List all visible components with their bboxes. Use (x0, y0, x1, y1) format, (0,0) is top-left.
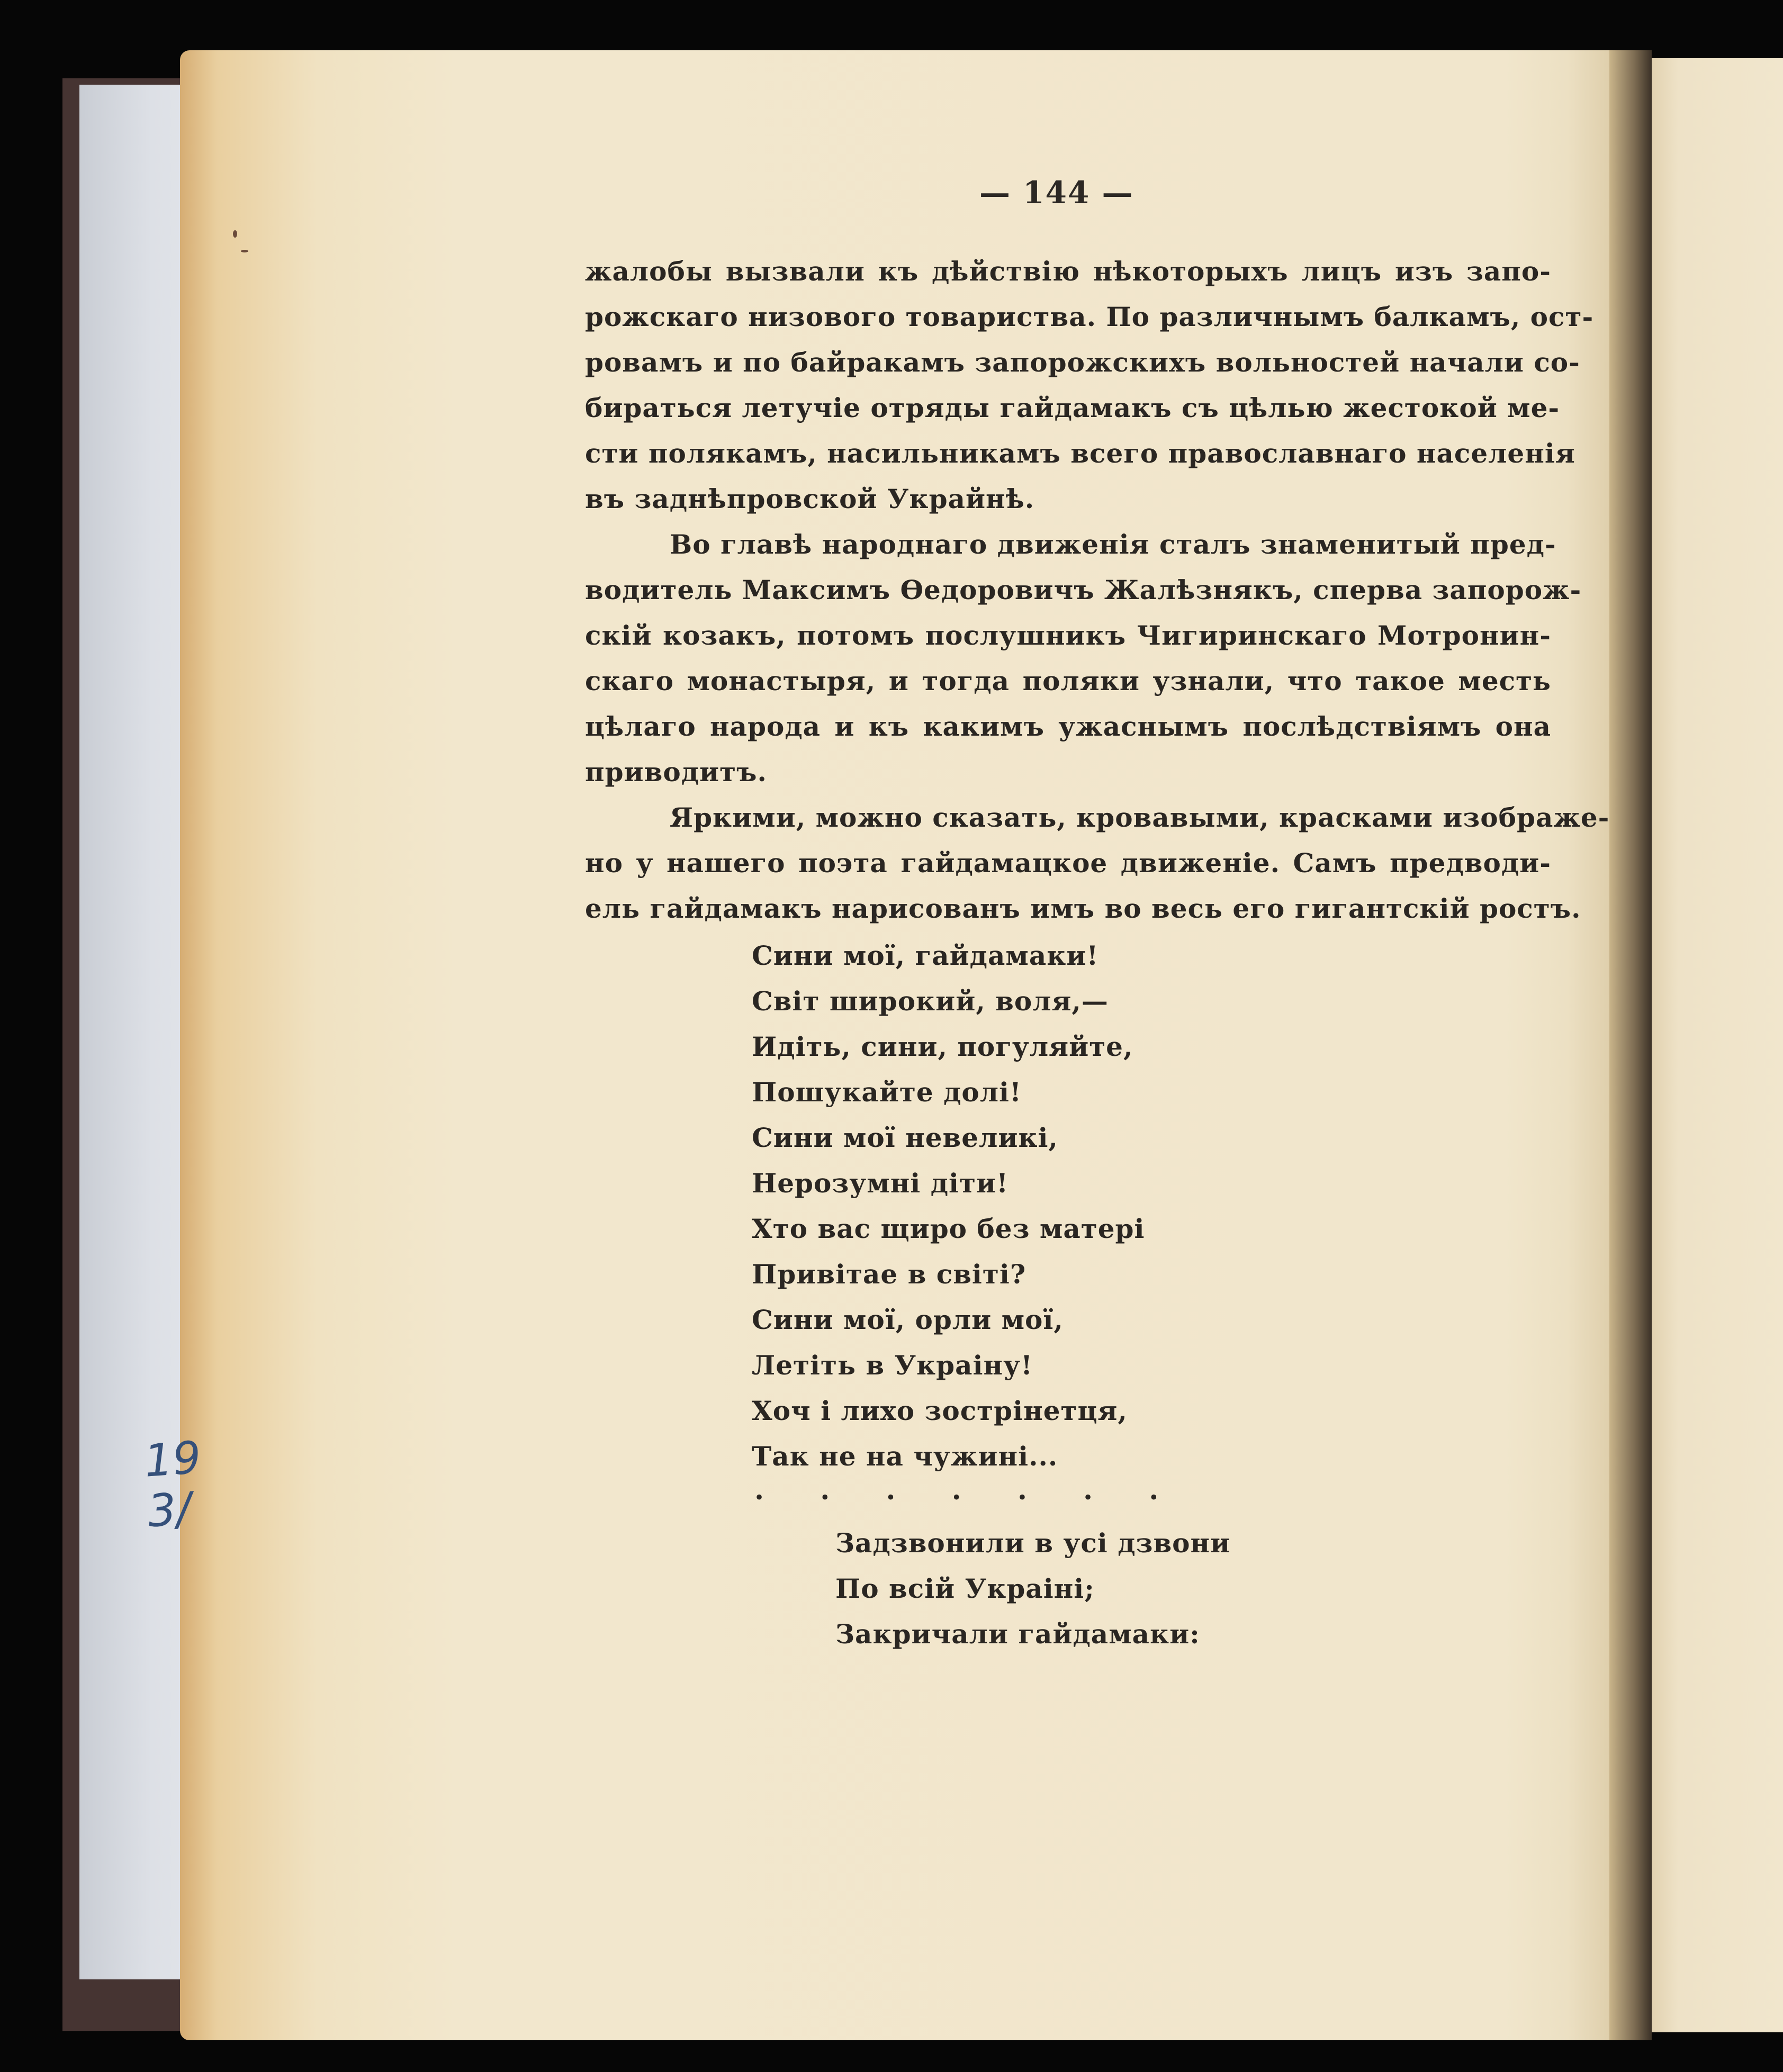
verse-line: Сини мої, гайдамаки! (752, 940, 1099, 971)
prose-block (585, 249, 1610, 931)
prose-line: Яркими, можно сказать, кровавыми, красками изображе- (670, 802, 1610, 833)
prose-line: водитель Максимъ Ѳедоровичъ Жалѣзнякъ, сперва запорож- (585, 574, 1582, 605)
prose-line: ель гайдамакъ нарисованъ имъ во весь его гигантскiй ростъ. (585, 893, 1581, 924)
next-page-edge (1633, 58, 1783, 2032)
prose-line: но у нашего поэта гайдамацкое движенiе. Самъ предводи- (585, 847, 1551, 879)
verse-line: Хоч і лихо зострінетця, (752, 1395, 1128, 1426)
verse-line: Сини мої, орли мої, (752, 1304, 1064, 1335)
page-number: — 144 — (979, 175, 1134, 211)
prose-line: приводитъ. (585, 756, 767, 788)
verse-line: Нерозумні діти! (752, 1168, 1009, 1199)
ellipsis-row: . . . . . . . (754, 1474, 1182, 1506)
verse-line: Идіть, сини, погуляйте, (752, 1031, 1133, 1062)
prose-line: скаго монастыря, и тогда поляки узнали, что такое месть (585, 665, 1551, 696)
prose-line: ровамъ и по байракамъ запорожскихъ вольностей начали со- (585, 347, 1580, 378)
verse-line: Сини мої невеликі, (752, 1122, 1058, 1153)
verse-line: По всій Украіні; (835, 1573, 1095, 1604)
verse-line: Задзвонили в усі дзвони (835, 1527, 1231, 1559)
ink-speck (233, 230, 237, 238)
prose-line: скiй козакъ, потомъ послушникъ Чигиринскаго Мотронин- (585, 620, 1551, 651)
verse-line: Летіть в Украіну! (752, 1350, 1033, 1381)
ink-speck (241, 250, 248, 252)
prose-line: бираться летучiе отряды гайдамакъ съ цѣлью жестокой ме- (585, 392, 1560, 423)
pencil-margin-note: 19 3/ (142, 1431, 203, 1537)
verse-line: Світ широкий, воля,— (752, 985, 1109, 1017)
verse-line: Пошукайте долі! (752, 1076, 1022, 1108)
prose-line: рожскаго низового товариства. По различнымъ балкамъ, ост- (585, 301, 1594, 332)
prose-line: цѣлаго народа и къ какимъ ужаснымъ послѣдствiямъ она (585, 711, 1551, 742)
verse-line: Закричали гайдамаки: (835, 1618, 1200, 1650)
prose-line: въ заднѣпровской Украйнѣ. (585, 483, 1035, 514)
verse-line: Так не на чужині... (752, 1441, 1058, 1472)
prose-line: Во главѣ народнаго движенiя сталъ знаменитый пред- (670, 529, 1556, 560)
verse-line: Привітае в світі? (752, 1259, 1026, 1290)
prose-line: жалобы вызвали къ дѣйствiю нѣкоторыхъ лицъ изъ запо- (585, 256, 1551, 287)
verse-block (752, 933, 1145, 1479)
verse-line: Хто вас щиро без матері (752, 1213, 1145, 1244)
page-gutter (1609, 50, 1652, 2040)
prose-line: сти полякамъ, насильникамъ всего православнаго населенiя (585, 438, 1575, 469)
verse-block-2 (835, 1521, 1230, 1657)
